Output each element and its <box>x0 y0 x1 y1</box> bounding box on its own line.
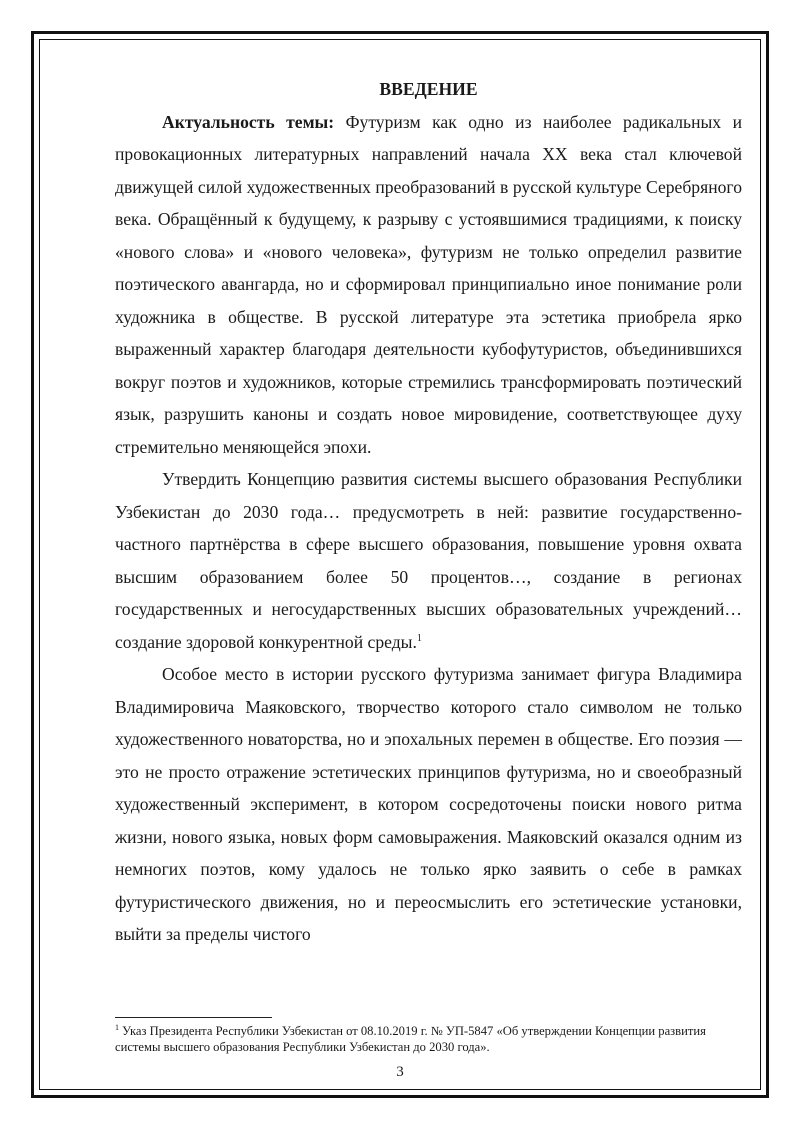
footnote-separator <box>115 1017 272 1018</box>
document-body <box>115 73 742 951</box>
footnote-reference[interactable]: 1 <box>416 632 422 644</box>
footnote <box>115 1023 735 1055</box>
quote-text: Утвердить Концепцию развития системы высшего образования Республики Узбекистан до 2030 года… предусмотреть в ней: развитие государственно-частного партнёрства в сфере высшего образования, повышение уровня охвата высшим образованием более 50 процентов…, создание в регионах государственных и негосударственных высших образовательных учреждений… создание здоровой конкурентной среды. <box>115 469 742 652</box>
footnote-text: Указ Президента Республики Узбекистан от 08.10.2019 г. № УП-5847 «Об утверждении Концепции развития системы высшего образования Республики Узбекистан до 2030 года». <box>115 1024 706 1054</box>
page-number: 3 <box>396 1064 404 1080</box>
paragraph-quote <box>115 463 742 658</box>
paragraph-mayakovsky: Особое место в истории русского футуризма занимает фигура Владимира Владимировича Маяковского, творчество которого стало символом не только художественного новаторства, но и эпохальных перемен в обществе. Его поэзия — это не просто отражение эстетических принципов футуризма, но и своеобразный художественный эксперимент, в котором сосредоточены поиски нового ритма жизни, нового языка, новых форм самовыражения. Маяковский оказался одним из немногих поэтов, кому удалось не только ярко заявить о себе в рамках футуристического движения, но и переосмыслить его эстетические установки, выйти за пределы чистого <box>115 664 742 944</box>
relevance-text: Футуризм как одно из наиболее радикальных и провокационных литературных направлений начала XX века стал ключевой движущей силой художественных преобразований в русской культуре Серебряного века. Обращённый к будущему, к разрыву с устоявшимися традициями, к поиску «нового слова» и «нового человека», футуризм не только определил развитие поэтического авангарда, но и сформировал принципиально иное понимание роли художника в обществе. В русской литературе эта эстетика приобрела ярко выраженный характер благодаря деятельности кубофутуристов, объединившихся вокруг поэтов и художников, которые стремились трансформировать поэтический язык, разрушить каноны и создать новое мировидение, соответствующее духу стремительно меняющейся эпохи. <box>115 111 742 457</box>
paragraph-relevance <box>115 106 742 464</box>
relevance-lead: Актуальность темы: <box>162 111 335 132</box>
section-heading: ВВЕДЕНИЕ <box>379 79 478 99</box>
footnote-mark: 1 <box>115 1022 119 1032</box>
